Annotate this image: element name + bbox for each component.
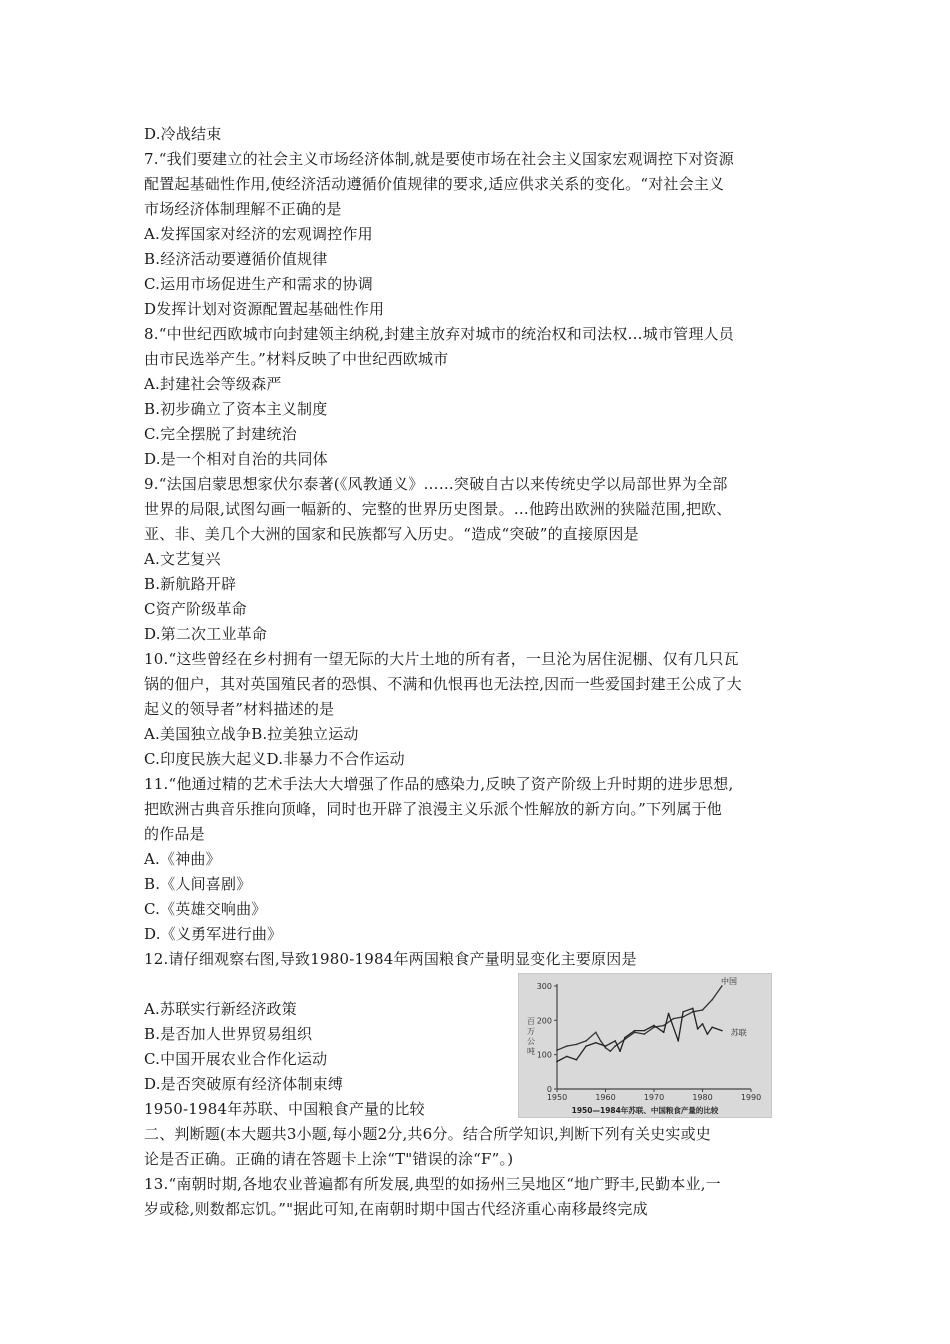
text-line: 由市民选举产生。”材料反映了中世纪西欧城市 (144, 350, 449, 368)
text-line: 的作品是 (144, 825, 205, 843)
y-axis-label-char: 公 (527, 1037, 535, 1046)
text-line: 8.“中世纪西欧城市向封建领主纳税,封建主放弃对城市的统治权和司法权…城市管理人员 (144, 325, 734, 343)
data-point (644, 1030, 646, 1032)
text-line: 锅的佃户，其对英国殖民者的恐惧、不满和仇恨再也无法控,因而一些爱国封建王公成了大 (144, 675, 742, 693)
data-point (605, 1045, 607, 1047)
data-point (600, 1040, 602, 1042)
text-line: 把欧洲古典音乐推向顶峰，同时也开辟了浪漫主义乐派个性解放的新方向。”下列属于他 (144, 800, 722, 818)
data-point (682, 1011, 684, 1013)
text-line: D.是一个相对自治的共同体 (144, 450, 328, 468)
data-point (619, 1050, 621, 1052)
x-tick-label: 1960 (595, 1093, 616, 1102)
data-point (556, 1049, 558, 1051)
data-point (634, 1030, 636, 1032)
text-line: D.冷战结束 (144, 125, 222, 143)
series-line-china (557, 986, 722, 1051)
data-point (595, 1042, 597, 1044)
text-line: A.发挥国家对经济的宏观调控作用 (144, 225, 373, 243)
text-line: 12.请仔细观察右图,导致1980-1984年两国粮食产量明显变化主要原因是 (144, 950, 637, 968)
text-line: 10.“这些曾经在乡村拥有一望无际的大片土地的所有者，一旦沦为居住泥棚、仅有几只瓦 (144, 650, 739, 668)
y-tick-label: 200 (536, 1016, 552, 1026)
data-point (721, 1030, 723, 1032)
text-line: 二、判断题(本大题共3小题,每小题2分,共6分。结合所学知识,判断下列有关史实或史 (144, 1125, 711, 1143)
text-line: C.运用市场促进生产和需求的协调 (144, 275, 373, 293)
data-point (692, 1008, 694, 1010)
text-line: A.《神曲》 (144, 850, 221, 868)
data-point (595, 1032, 597, 1034)
text-line: B.初步确立了资本主义制度 (144, 400, 328, 418)
text-line: 9.“法国启蒙思想家伏尔泰著(《风教通义》……突破自古以来传统史学以局部世界为全部 (144, 475, 728, 493)
text-line: B.《人间喜剧》 (144, 875, 252, 893)
text-line: B.新航路开辟 (144, 575, 237, 593)
data-point (711, 1026, 713, 1028)
data-point (556, 1061, 558, 1063)
text-line: C.完全摆脱了封建统治 (144, 425, 297, 443)
data-point (702, 1009, 704, 1011)
text-line: 11.“他通过精的艺术手法大大增强了作品的感染力,反映了资产阶级上升时期的进步思想, (144, 775, 734, 793)
series-label: 苏联 (730, 1028, 747, 1038)
text-line: 市场经济体制理解不正确的是 (144, 200, 342, 218)
data-point (576, 1059, 578, 1061)
text-line: A.美国独立战争B.拉美独立运动 (144, 725, 359, 743)
data-point (711, 999, 713, 1001)
data-point (644, 1033, 646, 1035)
text-line: D.《义勇军进行曲》 (144, 925, 283, 943)
data-point (663, 1032, 665, 1034)
data-point (566, 1045, 568, 1047)
data-point (673, 1018, 675, 1020)
y-axis-label-char: 百 (527, 1017, 535, 1026)
data-point (702, 1023, 704, 1025)
text-line: A.苏联实行新经济政策 (144, 1000, 297, 1018)
data-point (668, 1013, 670, 1015)
data-point (605, 1047, 607, 1049)
data-point (585, 1040, 587, 1042)
data-point (624, 1037, 626, 1039)
y-tick-label: 0 (546, 1085, 552, 1094)
text-line: 起义的领导者”材料描述的是 (144, 700, 335, 718)
text-line: 13.“南朝时期,各地农业普遍都有所发展,典型的如扬州三吴地区“地广野丰,民勤本业,一 (144, 1175, 721, 1193)
x-tick-label: 1990 (740, 1093, 762, 1102)
chart-svg (519, 974, 771, 1117)
text-line: D.第二次工业革命 (144, 625, 268, 643)
text-line: B.是否加人世界贸易组织 (144, 1025, 313, 1043)
text-line: D发挥计划对资源配置起基础性作用 (144, 300, 385, 318)
text-line: D.是否突破原有经济体制束缚 (144, 1075, 344, 1093)
data-point (610, 1050, 612, 1052)
data-point (566, 1056, 568, 1058)
data-point (707, 1033, 709, 1035)
text-line: 7.“我们要建立的社会主义市场经济体制,就是要使市场在社会主义国家宏观调控下对资源 (144, 150, 734, 168)
text-line: 论是否正确。正确的请在答题卡上涂“T"错误的涂“F”。) (144, 1150, 514, 1168)
text-line: B.经济活动要遵循价值规律 (144, 250, 328, 268)
text-line: 岁或稔,则数都忘饥。”"据此可知,在南朝时期中国古代经济重心南移最终完成 (144, 1200, 648, 1218)
data-point (677, 1040, 679, 1042)
chart-title: 1950—1984年苏联、中国粮食产量的比较 (571, 1106, 719, 1115)
y-axis-label-char: 万 (527, 1027, 535, 1036)
text-line: C.中国开展农业合作化运动 (144, 1050, 328, 1068)
y-axis-label-char: 吨 (527, 1047, 535, 1056)
text-line: C资产阶级革命 (144, 600, 247, 618)
series-label: 中国 (721, 977, 738, 986)
data-point (697, 1028, 699, 1030)
y-tick-label: 100 (536, 1050, 552, 1060)
data-point (585, 1045, 587, 1047)
data-point (614, 1045, 616, 1047)
grain-output-chart (518, 973, 772, 1118)
x-tick-label: 1980 (692, 1093, 713, 1102)
data-point (663, 1025, 665, 1027)
text-line: 1950-1984年苏联、中国粮食产量的比较 (144, 1100, 425, 1118)
text-line: 配置起基础性作用,使经济活动遵循价值规律的要求,适应供求关系的变化。“对社会主义 (144, 175, 725, 193)
data-point (653, 1025, 655, 1027)
text-line: A.封建社会等级森严 (144, 375, 282, 393)
text-line: 亚、非、美几个大洲的国家和民族都写入历史。“造成“突破”的直接原因是 (144, 525, 639, 543)
x-tick-label: 1970 (643, 1093, 665, 1102)
text-line: A.文艺复兴 (144, 550, 221, 568)
data-point (576, 1044, 578, 1046)
text-line: 世界的局限,试图勾画一幅新的、完整的世界历史图景。…他跨出欧洲的狭隘范围,把欧、 (144, 500, 732, 518)
text-line: C.《英雄交响曲》 (144, 900, 267, 918)
data-point (614, 1040, 616, 1042)
y-tick-label: 300 (536, 982, 552, 991)
x-tick-label: 1950 (546, 1093, 568, 1102)
text-line: C.印度民族大起义D.非暴力不合作运动 (144, 750, 405, 768)
series-line-ussr (557, 1008, 722, 1061)
